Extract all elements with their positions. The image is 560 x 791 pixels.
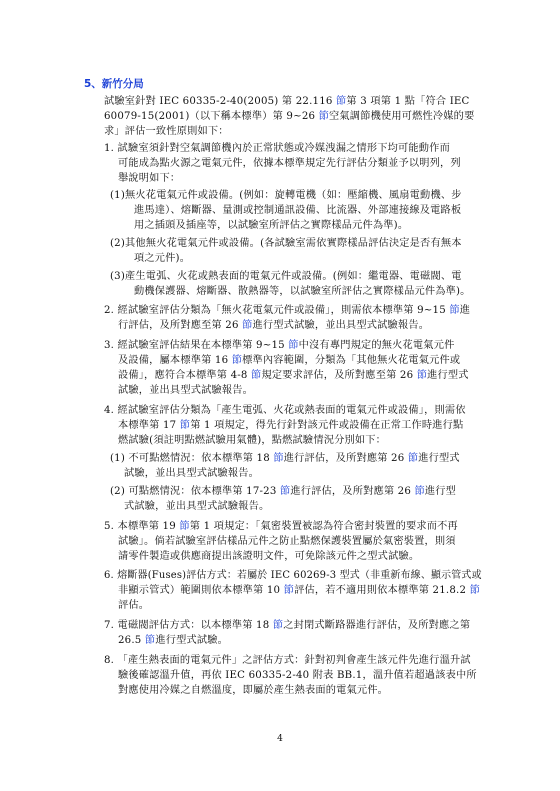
body-text-line — [124, 467, 259, 481]
text-run: 評估，若不適用則依本標準第 21.8.2 — [294, 585, 470, 596]
text-run: 中沒有專門規定的無火花電氣元件 — [298, 340, 455, 351]
highlighted-term: 節 — [469, 585, 480, 596]
body-text-line — [110, 189, 462, 203]
body-text-line — [134, 252, 190, 266]
text-run: 式試驗，並出具型式試驗報告。 — [124, 501, 270, 512]
body-text-line — [118, 354, 460, 368]
text-run: 26.5 — [118, 635, 145, 646]
body-text-line — [104, 404, 466, 418]
text-run: 可能成為點火源之電氣元件，依據本標準規定先行評估分類並予以明列，列 — [118, 158, 461, 169]
text-run: 舉說明如下： — [118, 173, 181, 184]
body-text-line — [104, 95, 470, 109]
body-text-line — [104, 304, 470, 318]
highlighted-term: 節 — [416, 370, 428, 381]
text-run: 1. 試驗室須針對空氣調節機內於正常狀態或冷媒洩漏之情形下均可能動作而 — [104, 143, 450, 154]
text-run: 2. 經試驗室評估分類為「無火花電氣元件或設備」，則需依本標準第 9~15 — [104, 305, 450, 316]
text-run: 規定要求評估，及所對應至第 26 — [261, 370, 417, 381]
highlighted-term: 節 — [272, 620, 284, 631]
text-run: (3)產生電弧、火花或熱表面的電氣元件或設備。(例如：繼電器、電磁閥、電 — [110, 271, 462, 282]
highlighted-term: 節 — [414, 486, 425, 497]
text-run: 4. 經試驗室評估分類為「產生電弧、火花或熱表面的電氣元件或設備」，則需依 — [104, 405, 466, 416]
text-run: 7. 電磁閥評估方式：以本標準第 18 — [104, 620, 273, 631]
text-run: (2) 可點燃情況：依本標準第 17-23 — [110, 486, 280, 497]
highlighted-term: 節 — [144, 635, 156, 646]
body-text-line — [118, 599, 149, 613]
text-run: 試驗，並出具型式試驗報告。 — [124, 468, 260, 479]
body-text-line — [104, 569, 482, 583]
highlighted-term: 節 — [336, 96, 347, 107]
text-run: 第 3 項第 1 點「符合 IEC — [346, 96, 470, 107]
text-run: 進行型式試驗，並出具型式試驗報告。 — [252, 320, 430, 331]
highlighted-term: 節 — [179, 420, 191, 431]
text-run: 進 — [459, 305, 471, 316]
body-text-line — [104, 619, 470, 633]
body-text-line — [104, 339, 454, 353]
highlighted-term: 節 — [283, 585, 295, 596]
text-run: 進行型式試驗。 — [155, 635, 229, 646]
text-run: 驗後確認溫升值，再依 IEC 60335-2-40 附表 BB.1，溫升值若超過該表中所 — [118, 670, 477, 681]
text-run: 燃試驗(須註明點燃試驗用氣體)，點燃試驗情況分別如下： — [118, 435, 387, 446]
body-text-line — [104, 654, 471, 668]
text-run: 試驗室針對 IEC 60335-2-40(2005) 第 22.116 — [104, 96, 337, 107]
text-run: 進行型式 — [418, 453, 460, 464]
highlighted-term: 節 — [231, 355, 243, 366]
text-run: 求」評估一致性原則如下： — [104, 126, 229, 137]
text-run: 5. 本標準第 19 — [104, 521, 180, 532]
text-run: 非顯示管式）範圍則依本標準第 10 — [118, 585, 284, 596]
body-text-line — [118, 384, 253, 398]
body-text-line — [104, 520, 458, 534]
body-text-line — [118, 684, 388, 698]
body-text-line — [118, 550, 419, 564]
body-text-line — [104, 125, 229, 139]
text-run: 用之插頭及插座等，以試驗室所評估之實際樣品元件為準)。 — [134, 220, 409, 231]
text-run: 行評估，及所對應至第 26 — [118, 320, 243, 331]
text-run: 空氣調節機使用可燃性冷媒的要 — [329, 111, 475, 122]
body-text-line — [104, 142, 450, 156]
text-run: 對應使用冷媒之自燃溫度，即屬於產生熱表面的電氣元件。 — [118, 685, 389, 696]
highlighted-term: 節 — [407, 453, 419, 464]
text-run: 之封閉式斷路器進行評估，及所對應之第 — [283, 620, 471, 631]
highlighted-term: 節 — [318, 111, 330, 122]
body-text-line — [118, 535, 456, 549]
text-run: 8. 「產生熱表面的電氣元件」之評估方式：針對初判會產生該元件先進行溫升試 — [104, 655, 471, 666]
body-text-line — [110, 237, 462, 251]
body-text-line — [110, 452, 460, 466]
text-run: 試驗，並出具型式試驗報告。 — [118, 385, 254, 396]
body-text-line — [110, 485, 456, 499]
body-text-line — [118, 584, 480, 598]
text-run: 6. 熔斷器(Fuses)評估方式：若屬於 IEC 60269-3 型式（非重新布線、顯示管式或 — [104, 570, 482, 581]
text-run: 進行評估，及所對應第 26 — [283, 453, 408, 464]
text-run: (2)其他無火花電氣元件或設備。(各試驗室需依實際樣品評估決定是否有無本 — [110, 238, 462, 249]
text-run: 進行型 — [424, 486, 457, 497]
body-text-line — [134, 219, 408, 233]
text-run: 進行型式 — [427, 370, 469, 381]
text-run: 進馬達）、熔斷器、量測或控制通訊設備、比流器、外部連接線及電路板 — [134, 205, 462, 216]
body-text-line — [118, 319, 429, 333]
highlighted-term: 節 — [273, 453, 284, 464]
body-text-line — [124, 500, 269, 514]
text-run: (1)無火花電氣元件或設備。(例如：旋轉電機（如：壓縮機、風扇電動機、步 — [110, 190, 462, 201]
text-run: 項之元件)。 — [134, 253, 191, 264]
body-text-line — [104, 110, 474, 124]
text-run: 設備」，應符合本標準第 4-8 — [118, 370, 252, 381]
body-text-line — [134, 285, 471, 299]
body-text-line — [118, 434, 386, 448]
text-run: 第 1 項規定，得先行針對該元件或設備在正常工作時進行點 — [190, 420, 464, 431]
body-text-line — [134, 204, 461, 218]
text-run: 評估。 — [118, 600, 150, 611]
body-text-line — [118, 172, 180, 186]
body-text-line — [110, 270, 462, 284]
section-heading: 5、新竹分局 — [84, 78, 144, 90]
body-text-line — [118, 369, 469, 383]
text-run: 標準內容範圍，分類為「其他無火花電氣元件或 — [242, 355, 461, 366]
text-run: 及設備，屬本標準第 16 — [118, 355, 232, 366]
highlighted-term: 節 — [251, 370, 262, 381]
body-text-line — [118, 669, 477, 683]
body-text-line — [118, 419, 463, 433]
page-number: 4 — [277, 734, 283, 744]
text-run: 第 1 項規定：「氣密裝置被認為符合密封裝置的要求而不再 — [189, 521, 458, 532]
text-run: 60079-15(2001)（以下稱本標準）第 9~26 — [104, 111, 319, 122]
body-text-line — [118, 157, 461, 171]
highlighted-term: 節 — [279, 486, 291, 497]
text-run: 本標準第 17 — [118, 420, 180, 431]
text-run: 3. 經試驗室評估結果在本標準第 9~15 — [104, 340, 289, 351]
text-run: (1) 不可點燃情況：依本標準第 18 — [110, 453, 274, 464]
highlighted-term: 節 — [242, 320, 253, 331]
text-run: 動機保護器、熔斷器、散熱器等，以試驗室所評估之實際樣品元件為準)。 — [134, 286, 471, 297]
highlighted-term: 節 — [179, 521, 190, 532]
text-run: 進行評估，及所對應第 26 — [290, 486, 415, 497]
highlighted-term: 節 — [288, 340, 299, 351]
body-text-line — [118, 634, 228, 648]
text-run: 請零件製造或供應商提出該證明文件，可免除該元件之型式試驗。 — [118, 551, 420, 562]
highlighted-term: 節 — [449, 305, 460, 316]
text-run: 試驗」。倘若試驗室評估樣品元件之防止點燃保護裝置屬於氣密裝置，則須 — [118, 536, 456, 547]
